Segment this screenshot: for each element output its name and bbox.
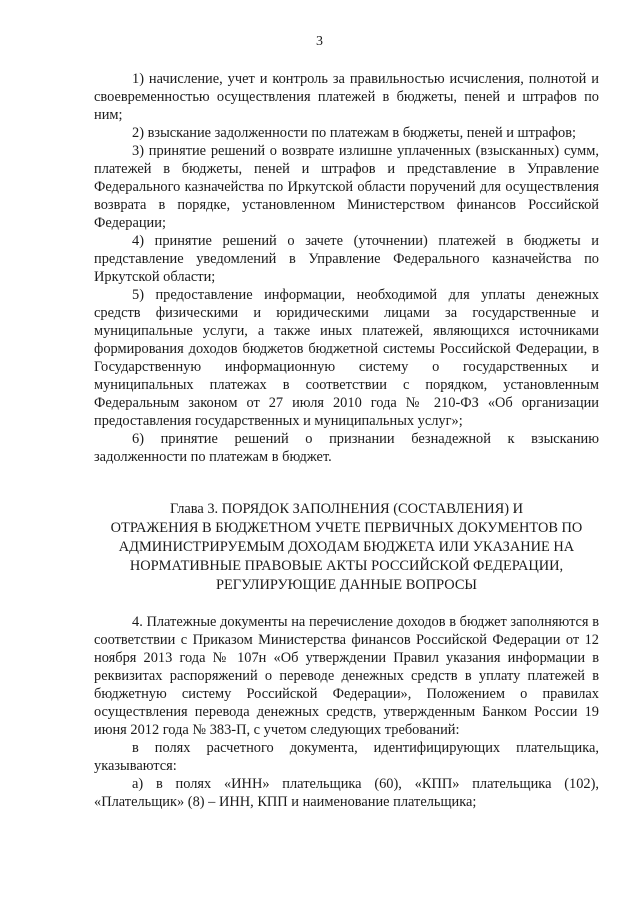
section4-paragraph-1: 4. Платежные документы на перечисление доходов в бюджет заполняются в соответствии с Приказом Министерства финансов Российской Федерации от 12 ноября 2013 года № 107н «Об утверждении Правил указания информации в реквизитах распоряжений о переводе денежных средств в уплату платежей в бюджетную систему Российской Федерации», Положением о правилах осуществления перевода денежных средств, утвержденным Банком России 19 июня 2012 года № 383-П, с учетом следующих требований: (94, 614, 599, 738)
list-item-6: 6) принятие решений о признании безнадежной к взысканию задолженности по платежам в бюджет. (94, 431, 599, 465)
document-body (94, 70, 599, 811)
list-item-5: 5) предоставление информации, необходимой для уплаты денежных средств физическими и юридическими лицами за государственные и муниципальные услуги, а также иных платежей, являющихся источниками формирования доходов бюджетов бюджетной системы Российской Федерации, в Государственную информационную систему о государственных и муниципальных платежах в соответствии с порядком, установленным Федеральным законом от 27 июля 2010 года № 210-ФЗ «Об организации предоставления государственных и муниципальных услуг»; (94, 287, 599, 429)
section4-paragraph-3: а) в полях «ИНН» плательщика (60), «КПП» плательщика (102), «Плательщик» (8) – ИНН, КПП и наименование плательщика; (94, 776, 599, 810)
section4-paragraph-2: в полях расчетного документа, идентифицирующих плательщика, указываются: (94, 740, 599, 774)
chapter-heading-line-3: АДМИНИСТРИРУЕМЫМ ДОХОДАМ БЮДЖЕТА ИЛИ УКАЗАНИЕ НА (118, 539, 575, 555)
chapter-heading (94, 500, 599, 595)
chapter-heading-line-4: НОРМАТИВНЫЕ ПРАВОВЫЕ АКТЫ РОССИЙСКОЙ ФЕДЕРАЦИИ, (129, 558, 564, 574)
list-item-2: 2) взыскание задолженности по платежам в бюджеты, пеней и штрафов; (132, 125, 576, 141)
chapter-heading-line-5: РЕГУЛИРУЮЩИЕ ДАННЫЕ ВОПРОСЫ (216, 577, 477, 593)
chapter-heading-line-1: Глава 3. ПОРЯДОК ЗАПОЛНЕНИЯ (СОСТАВЛЕНИЯ) И (169, 501, 524, 517)
list-item-1: 1) начисление, учет и контроль за правильностью исчисления, полнотой и своевременностью осуществления платежей в бюджеты, пеней и штрафов по ним; (94, 71, 599, 123)
chapter-heading-line-2: ОТРАЖЕНИЯ В БЮДЖЕТНОМ УЧЕТЕ ПЕРВИЧНЫХ ДОКУМЕНТОВ ПО (110, 520, 583, 536)
list-item-3: 3) принятие решений о возврате излишне уплаченных (взысканных) сумм, платежей в бюджеты, пеней и штрафов и представление в Управление Федерального казначейства по Иркутской области поручений для осуществления возврата в порядке, установленном Министерством финансов Российской Федерации; (94, 143, 599, 231)
page-number: 3 (316, 34, 323, 49)
list-item-4: 4) принятие решений о зачете (уточнении) платежей в бюджеты и представление уведомлений в Управление Федерального казначейства по Иркутской области; (94, 233, 599, 285)
